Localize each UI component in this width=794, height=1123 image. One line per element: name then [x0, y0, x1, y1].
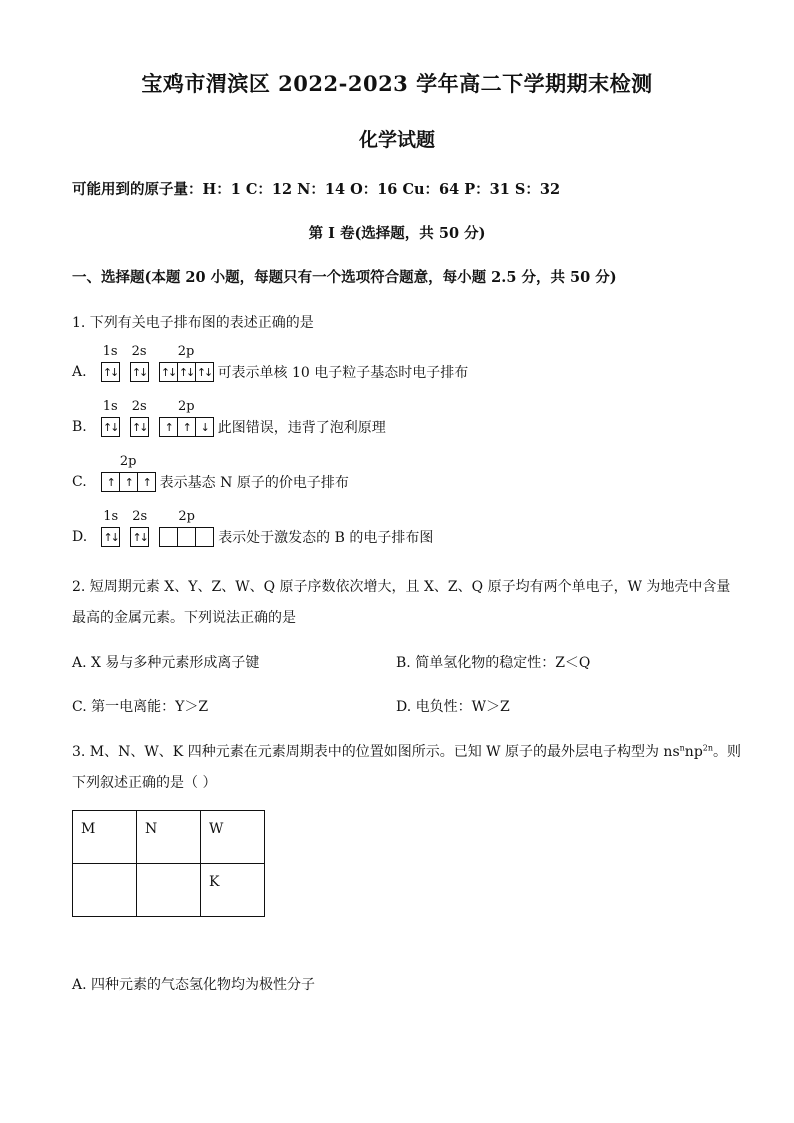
orbital-box — [120, 473, 138, 491]
orbital-boxes — [159, 362, 214, 382]
table-cell — [73, 864, 137, 917]
orbital-group — [130, 509, 149, 547]
electron-arrows: ↑↓ — [131, 365, 147, 379]
q1-option — [72, 509, 434, 547]
option-letter: A. — [72, 364, 87, 380]
orbital-group — [101, 509, 120, 547]
orbital-group — [159, 399, 214, 437]
orbital-box — [196, 528, 213, 546]
orbital-boxes — [130, 417, 149, 437]
part-title: 一、选择题(本题 20 小题，每题只有一个选项符合题意，每小题 2.5 分，共 50 分) — [72, 269, 617, 286]
table-cell: K — [201, 864, 265, 917]
q1-option — [72, 344, 469, 382]
orbital-label: 1s — [103, 509, 119, 524]
orbital-box — [160, 418, 178, 436]
orbital-box — [196, 363, 213, 381]
q3-stem-part2: np — [684, 744, 703, 760]
orbital-group — [101, 399, 120, 437]
page-title: 宝鸡市渭滨区 2022-2023 学年高二下学期期末检测 — [141, 71, 653, 96]
table-cell: M — [73, 811, 137, 864]
orbital-boxes — [101, 417, 120, 437]
q2-stem-line2: 最高的金属元素。下列说法正确的是 — [72, 610, 296, 626]
q3-stem-part1: 3. M、N、W、K 四种元素在元素周期表中的位置如图所示。已知 W 原子的最外层电子构型为 ns — [72, 744, 680, 760]
orbital-boxes — [130, 362, 149, 382]
orbital-box — [131, 418, 148, 436]
orbital-box — [196, 418, 213, 436]
option-letter: C. — [72, 474, 87, 490]
table-cell: W — [201, 811, 265, 864]
orbital-label: 2s — [132, 509, 148, 524]
orbital-box — [160, 528, 178, 546]
orbital-group — [101, 344, 120, 382]
q2-option-c: C. 第一电离能：Y＞Z — [72, 699, 209, 715]
electron-arrows: ↓ — [200, 420, 208, 434]
orbital-label: 2p — [177, 344, 195, 359]
section-title: 第 I 卷(选择题，共 50 分) — [308, 225, 486, 242]
table-row — [73, 811, 265, 864]
electron-arrows: ↑ — [182, 420, 190, 434]
electron-arrows: ↑↓ — [132, 530, 147, 544]
q3-option-a: A. 四种元素的气态氢化物均为极性分子 — [72, 977, 316, 993]
q1-stem: 1. 下列有关电子排布图的表述正确的是 — [72, 315, 314, 331]
electron-arrows: ↑ — [106, 475, 114, 489]
option-description: 表示基态 N 原子的价电子排布 — [159, 475, 349, 491]
electron-arrows: ↑↓ — [103, 420, 118, 434]
orbital-boxes — [101, 362, 120, 382]
electron-arrows: ↑ — [142, 475, 150, 489]
q2-option-a: A. X 易与多种元素形成离子键 — [72, 655, 260, 671]
orbital-box — [131, 363, 148, 381]
orbital-box — [131, 528, 148, 546]
electron-arrows: ↑↓ — [178, 365, 194, 379]
table-cell — [137, 864, 201, 917]
orbital-box — [102, 363, 119, 381]
orbital-label: 2s — [131, 399, 147, 414]
orbital-box — [138, 473, 155, 491]
q1-option — [72, 454, 349, 492]
table-cell: N — [137, 811, 201, 864]
q2-option-d: D. 电负性：W＞Z — [396, 699, 510, 715]
orbital-boxes — [159, 417, 214, 437]
electron-arrows: ↑↓ — [102, 365, 118, 379]
option-description: 此图错误，违背了泡利原理 — [217, 420, 386, 436]
q3-stem-line1 — [72, 741, 741, 761]
option-description: 可表示单核 10 电子粒子基态时电子排布 — [217, 365, 469, 381]
atomic-masses: 可能用到的原子量：H：1 C：12 N：14 O：16 Cu：64 P：31 S：32 — [72, 181, 561, 198]
orbital-box — [160, 363, 178, 381]
orbital-boxes — [101, 472, 156, 492]
orbital-box — [102, 473, 120, 491]
q1-option — [72, 399, 386, 437]
orbital-label: 1s — [102, 344, 118, 359]
orbital-group — [159, 344, 214, 382]
orbital-boxes — [101, 527, 120, 547]
orbital-boxes — [130, 527, 149, 547]
orbital-box — [102, 528, 119, 546]
electron-arrows: ↑↓ — [196, 365, 212, 379]
orbital-label: 2p — [177, 399, 195, 414]
q3-stem-part3: 。则 — [713, 744, 742, 760]
orbital-group — [130, 399, 149, 437]
q3-sup2: 2n — [702, 743, 714, 753]
orbital-group — [159, 509, 214, 547]
q2-stem-line1: 2. 短周期元素 X、Y、Z、W、Q 原子序数依次增大，且 X、Z、Q 原子均有两个单电子，W 为地壳中含量 — [72, 579, 731, 595]
electron-arrows: ↑↓ — [103, 530, 118, 544]
table-row — [73, 864, 265, 917]
q2-option-b: B. 简单氢化物的稳定性：Z＜Q — [396, 655, 591, 671]
orbital-box — [178, 528, 196, 546]
orbital-group — [101, 454, 156, 492]
option-letter: B. — [72, 419, 87, 435]
option-letter: D. — [72, 529, 88, 545]
q3-stem-line2: 下列叙述正确的是（ ） — [72, 775, 217, 791]
periodic-table-excerpt — [72, 810, 265, 917]
orbital-box — [178, 418, 196, 436]
electron-arrows: ↑↓ — [160, 365, 176, 379]
q3-sup1: n — [679, 743, 685, 753]
orbital-group — [130, 344, 149, 382]
orbital-box — [178, 363, 196, 381]
orbital-box — [102, 418, 119, 436]
electron-arrows: ↑↓ — [132, 420, 147, 434]
option-description: 表示处于激发态的 B 的电子排布图 — [218, 530, 434, 546]
electron-arrows: ↑ — [124, 475, 132, 489]
orbital-label: 2p — [178, 509, 195, 524]
orbital-label: 2s — [131, 344, 147, 359]
orbital-label: 2p — [119, 454, 137, 469]
page-subtitle: 化学试题 — [358, 129, 435, 151]
orbital-label: 1s — [102, 399, 118, 414]
orbital-boxes — [159, 527, 214, 547]
electron-arrows: ↑ — [164, 420, 172, 434]
